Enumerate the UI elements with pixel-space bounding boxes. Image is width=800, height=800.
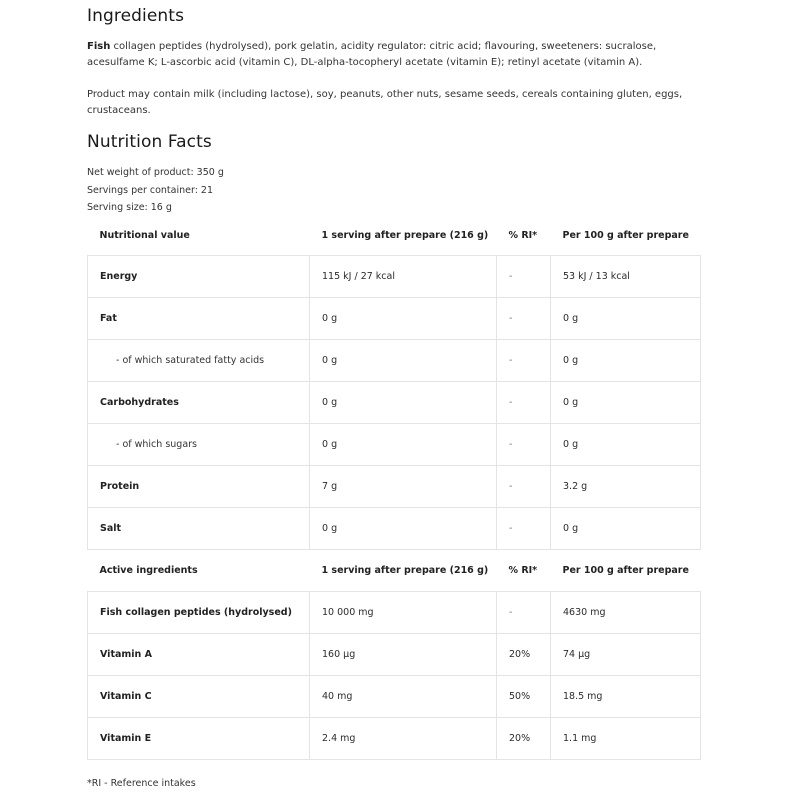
table-row: [88, 424, 701, 466]
per100-value: 74 µg: [551, 634, 701, 676]
per100-value: 0 g: [551, 424, 701, 466]
serving-value: 10 000 mg: [310, 592, 497, 634]
table-row: [88, 340, 701, 382]
serving-value: 0 g: [310, 424, 497, 466]
table-row: [88, 298, 701, 340]
serving-value: 160 µg: [310, 634, 497, 676]
serving-value: 2.4 mg: [310, 718, 497, 760]
ri-value: 50%: [497, 676, 551, 718]
ingredient-name: Fish collagen peptides (hydrolysed): [88, 592, 310, 634]
header-cell: Nutritional value: [99, 229, 190, 241]
ri-value: -: [497, 424, 551, 466]
per100-value: 4630 mg: [551, 592, 701, 634]
nutrition-table: [87, 215, 701, 760]
nutrient-name: Energy: [88, 256, 310, 298]
nutrient-name: Salt: [88, 508, 310, 550]
nutrient-name: Carbohydrates: [88, 382, 310, 424]
ingredient-name: Vitamin A: [88, 634, 310, 676]
nutrient-name: Protein: [88, 466, 310, 508]
serving-value: 115 kJ / 27 kcal: [310, 256, 497, 298]
table-row: [88, 592, 701, 634]
per100-value: 0 g: [551, 298, 701, 340]
product-facts: [87, 164, 224, 217]
table-row: [88, 508, 701, 550]
ingredients-heading: Ingredients: [87, 6, 185, 26]
ingredients-body: collagen peptides (hydrolysed), pork gelatin, acidity regulator: citric acid; flavouring, sweeteners: sucralose, acesulfame K; L-ascorbic acid (vitamin C), DL-alpha-tocopheryl acetate (vitamin E); retinyl acetate (vitamin A).: [87, 41, 657, 68]
per100-value: 0 g: [551, 382, 701, 424]
ingredient-name: Vitamin C: [88, 676, 310, 718]
serving-value: 0 g: [310, 382, 497, 424]
ri-value: -: [497, 592, 551, 634]
ri-value: 20%: [497, 634, 551, 676]
ri-value: -: [497, 466, 551, 508]
serving-value: 7 g: [310, 466, 497, 508]
table-row: [88, 634, 701, 676]
header-cell: Per 100 g after prepare: [562, 565, 689, 576]
table-row: [88, 718, 701, 760]
serving-value: 0 g: [310, 508, 497, 550]
header-cell: 1 serving after prepare (216 g): [321, 565, 489, 576]
footnote: *RI - Reference intakes: [87, 778, 196, 789]
ri-value: -: [497, 382, 551, 424]
header-cell: 1 serving after prepare (216 g): [321, 229, 489, 241]
ri-value: -: [497, 340, 551, 382]
net-weight: Net weight of product: 350 g: [87, 167, 224, 178]
active-header-row: [88, 550, 701, 592]
ri-value: -: [497, 298, 551, 340]
ingredients-text: [87, 39, 699, 71]
ingredients-lead-word: Fish: [87, 41, 111, 52]
table-row: [88, 676, 701, 718]
per100-value: 1.1 mg: [551, 718, 701, 760]
nutrition-header-row: [88, 215, 701, 256]
table-row: [88, 382, 701, 424]
per100-value: 0 g: [551, 340, 701, 382]
table-row: [88, 256, 701, 298]
allergen-text: Product may contain milk (including lactose), soy, peanuts, other nuts, sesame seeds, cereals containing gluten, eggs, crustaceans.: [87, 89, 683, 116]
nutrient-name: - of which sugars: [88, 424, 310, 466]
header-cell: Active ingredients: [99, 565, 198, 576]
serving-value: 0 g: [310, 298, 497, 340]
per100-value: 3.2 g: [551, 466, 701, 508]
header-cell: Per 100 g after prepare: [562, 229, 689, 241]
ri-value: -: [497, 508, 551, 550]
nutrition-heading: Nutrition Facts: [87, 132, 212, 152]
servings-per-container: Servings per container: 21: [87, 184, 214, 196]
serving-size: Serving size: 16 g: [87, 202, 172, 213]
ingredient-name: Vitamin E: [88, 718, 310, 760]
table-row: [88, 466, 701, 508]
header-cell: % RI*: [508, 229, 538, 241]
per100-value: 53 kJ / 13 kcal: [551, 256, 701, 298]
serving-value: 0 g: [310, 340, 497, 382]
nutrient-name: Fat: [88, 298, 310, 340]
serving-value: 40 mg: [310, 676, 497, 718]
ri-value: -: [497, 256, 551, 298]
per100-value: 0 g: [551, 508, 701, 550]
ri-value: 20%: [497, 718, 551, 760]
per100-value: 18.5 mg: [551, 676, 701, 718]
header-cell: % RI*: [508, 565, 538, 576]
nutrient-name: - of which saturated fatty acids: [88, 340, 310, 382]
